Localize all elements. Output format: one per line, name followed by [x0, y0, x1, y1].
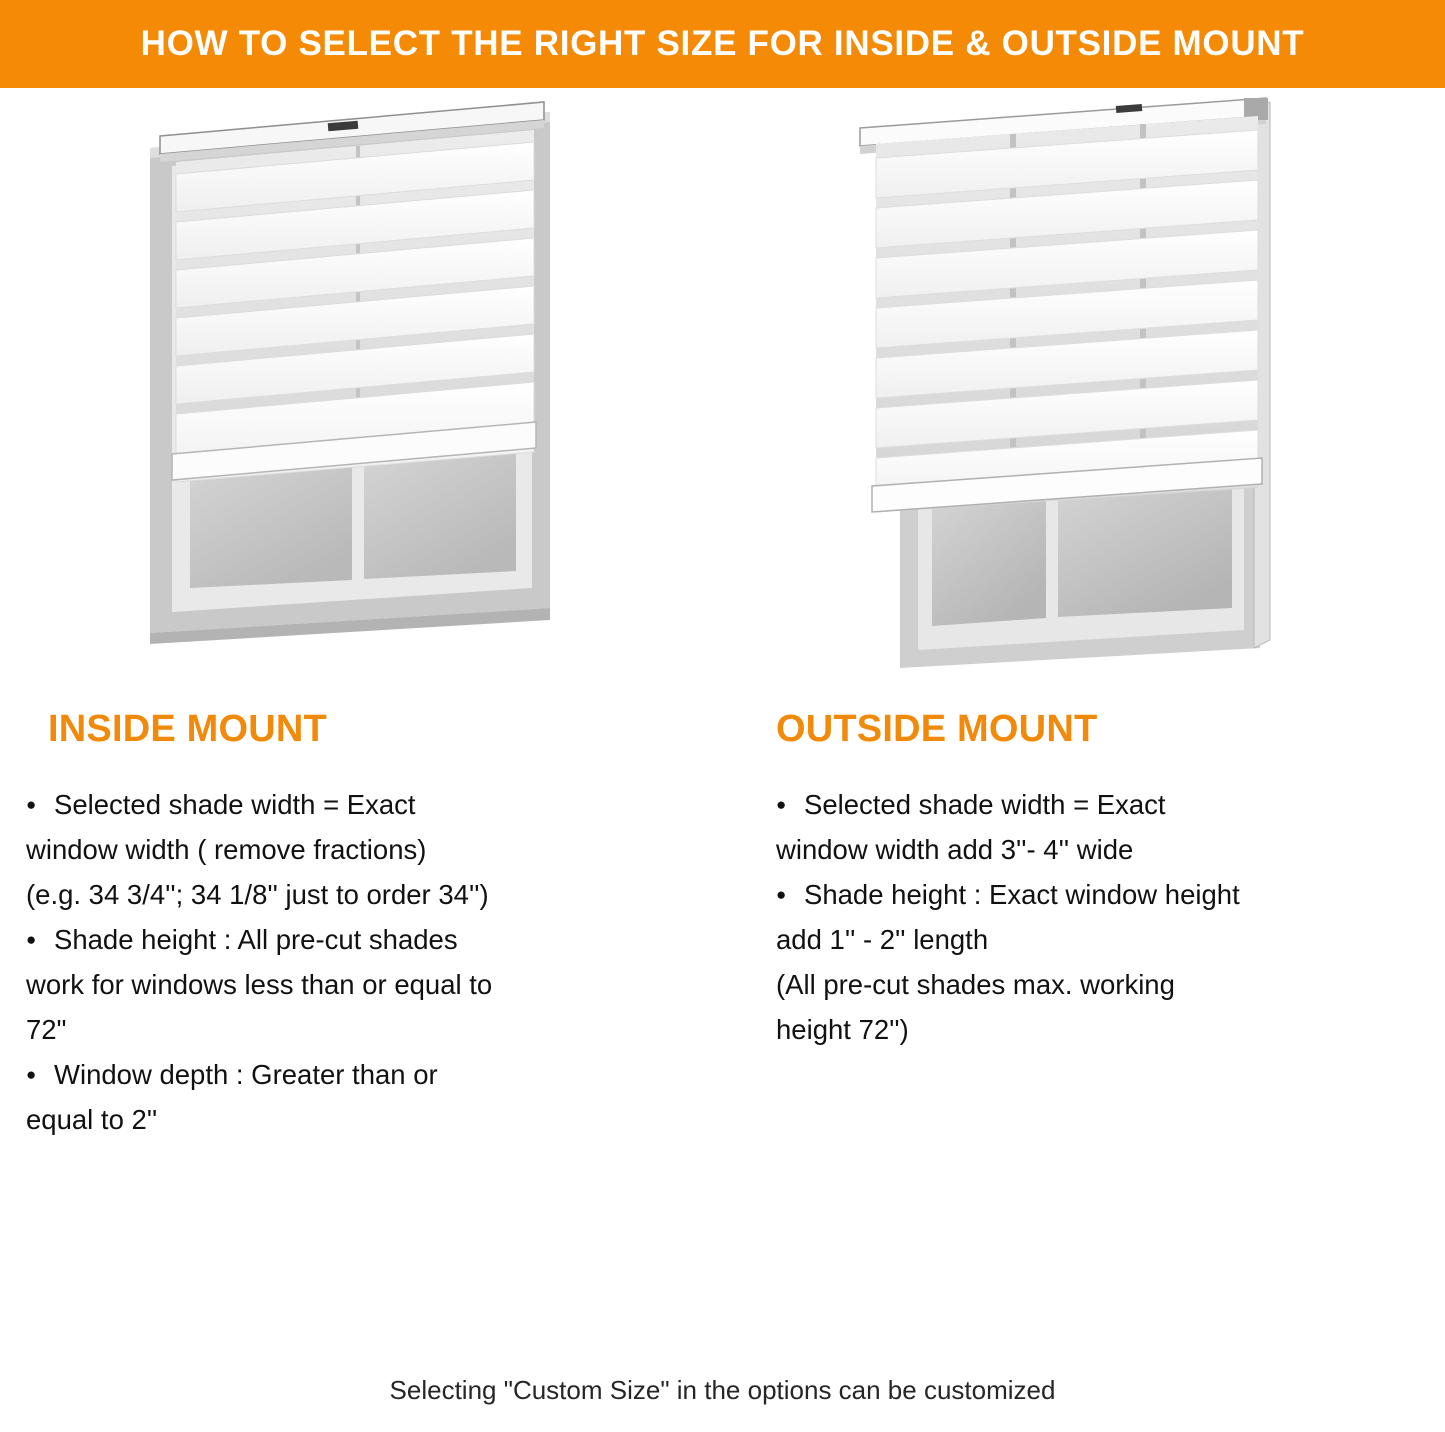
header-banner [0, 0, 1445, 88]
list-item: (All pre-cut shades max. working [776, 969, 1175, 1001]
list-item: (e.g. 34 3/4''; 34 1/8'' just to order 34'') [26, 879, 489, 911]
zebra-shade-fabric-inside [172, 130, 536, 482]
list-item: height 72'') [776, 1014, 909, 1046]
list-item: ● Shade height : Exact window height [776, 875, 1427, 914]
inside-mount-column [0, 708, 740, 1145]
inside-mount-heading: INSIDE MOUNT [48, 708, 327, 750]
list-item: equal to 2'' [26, 1104, 158, 1136]
outside-mount-window-illustration [840, 88, 1400, 708]
custom-size-note: Selecting "Custom Size" in the options can be customized [389, 1375, 1056, 1405]
page-title: HOW TO SELECT THE RIGHT SIZE FOR INSIDE & OUTSIDE MOUNT [140, 24, 1305, 63]
outside-mount-heading: OUTSIDE MOUNT [776, 708, 1098, 750]
instructions-columns [0, 708, 1445, 1145]
inside-mount-bullets [26, 785, 720, 1139]
list-item: ● Shade height : All pre-cut shades [26, 920, 720, 959]
outside-mount-bullets [776, 785, 1427, 1049]
list-item: 72" [26, 1014, 67, 1046]
list-item: ● Window depth : Greater than or [26, 1055, 720, 1094]
list-item: ● Selected shade width = Exact [26, 785, 720, 824]
list-item: work for windows less than or equal to [26, 969, 493, 1001]
outside-mount-column [740, 708, 1445, 1145]
list-item: add 1'' - 2'' length [776, 924, 989, 956]
inside-mount-window-illustration [120, 88, 680, 708]
zebra-shade-fabric-outside [872, 116, 1262, 512]
illustration-row [0, 88, 1445, 708]
list-item: window width ( remove fractions) [26, 834, 427, 866]
list-item: window width add 3''- 4'' wide [776, 834, 1134, 866]
list-item: ● Selected shade width = Exact [776, 785, 1427, 824]
